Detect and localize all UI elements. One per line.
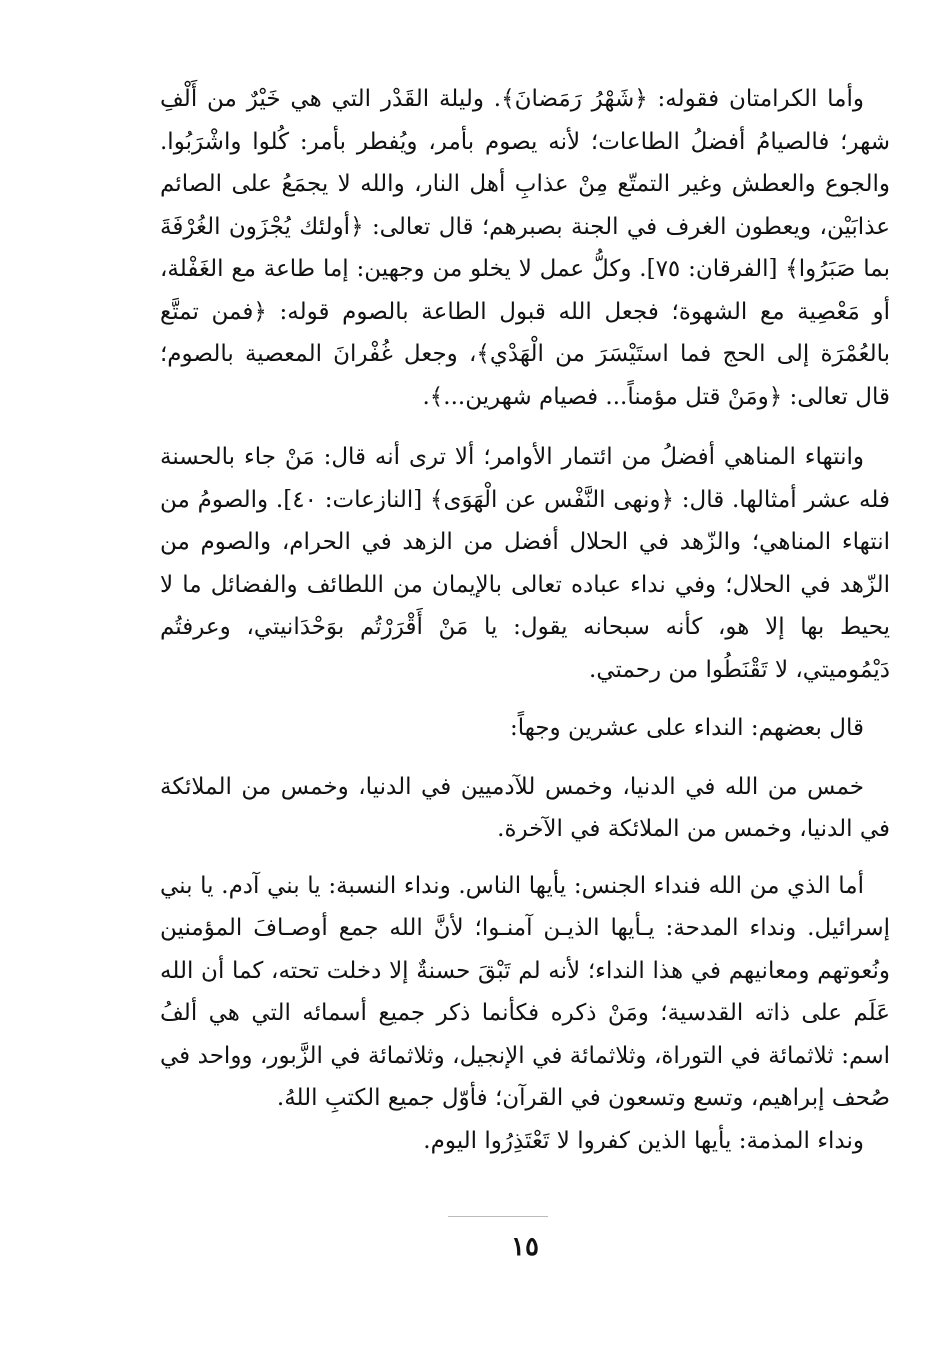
paragraph-1: وأما الكرامتان فقوله: ﴿شَهْرُ رَمَضانَ﴾. وليلة القَدْر التي هي خَيْرٌ من أَلْفِ شهر؛ فالصيامُ أفضلُ الطاعات؛ لأنه يصوم بأمر، ويُفطر بأمر: كُلوا واشْرَبُوا. والجوع والعطش وغير التمتّع مِنْ عذابِ أهل النار، والله لا يجمَعُ على الصائم عذابَيْن، ويعطون الغرف في الجنة بصبرهم؛ قال تعالى: ﴿أولئك يُجْزَون الغُرْفَةَ بما صَبَرُوا﴾ [الفرقان: ٧٥]. وكلُّ عمل لا يخلو من وجهين: إما طاعة مع الغَفْلة، أو مَعْصِية مع الشهوة؛ فجعل الله قبول الطاعة بالصوم قوله: ﴿فمن تمتَّع بالعُمْرَة إلى الحج فما استَيْسَرَ من الْهَدْي﴾، وجعل غُفْرانَ المعصية بالصوم؛ قال تعالى: ﴿ومَنْ قتل مؤمناً... فصيام شهرين...﴾. <box>160 86 890 410</box>
paragraph-3: قال بعضهم: النداء على عشرين وجهاً: <box>509 715 864 741</box>
page-divider <box>448 1216 548 1217</box>
paragraph-4: خمس من الله في الدنيا، وخمس للآدميين في الدنيا، وخمس من الملائكة في الدنيا، وخمس من الملائكة في الآخرة. <box>160 773 890 842</box>
page-number: ١٥ <box>511 1232 539 1262</box>
paragraph-6: ونداء المذمة: يأيها الذين كفروا لا تَعْتَذِرُوا اليوم. <box>423 1127 864 1154</box>
paragraph-2: وانتهاء المناهي أفضلُ من ائتمار الأوامر؛ ألا ترى أنه قال: مَنْ جاء بالحسنة فله عشر أمثالها. قال: ﴿ونهى النَّفْس عن الْهَوَى﴾ [النازعات: ٤٠]. والصومُ من انتهاء المناهي؛ والزّهد في الحلال أفضل من الزهد في الحرام، والصوم من الزّهد في الحلال؛ وفي نداء عباده تعالى بالإيمان من اللطائف والفضائل ما لا يحيط بها إلا هو، كأنه سبحانه يقول: يا مَنْ أَقْرَرْتُم بوَحْدَانيتي، وعرفتُم دَيْمُوميتي، لا تَقْنَطُوا من رحمتي. <box>160 444 890 683</box>
paragraph-5: أما الذي من الله فنداء الجنس: يأيها الناس. ونداء النسبة: يا بني آدم. يا بني إسرائيل. ونداء المدحة: يـأيها الذيـن آمنـوا؛ لأنَّ الله جمع أوصـافَ المؤمنين ونُعوتهم ومعانيهم في هذا النداء؛ لأنه لم تَبْقَ حسنةٌ إلا دخلت تحته، كما أن الله عَلَم على ذاته القدسية؛ ومَنْ ذكره فكأنما ذكر جميع أسمائه التي هي ألفُ اسم: ثلاثمائة في التوراة، وثلاثمائة في الإنجيل، وثلاثمائة في الزَّبور، وواحد في صُحف إبراهيم، وتسع وتسعون في القرآن؛ فأوّل جميع الكتبِ اللهُ. <box>160 872 890 1111</box>
body-text <box>160 78 890 1162</box>
